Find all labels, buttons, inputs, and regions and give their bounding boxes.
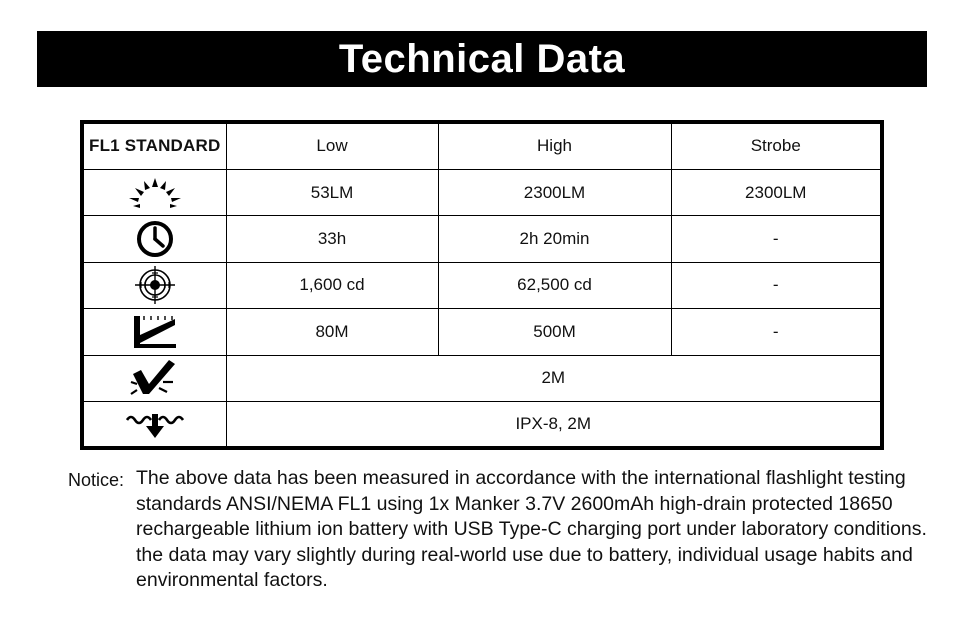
table-row <box>82 216 882 262</box>
table-header-row <box>82 122 882 169</box>
table-row <box>82 262 882 308</box>
cell-low: 80M <box>226 309 438 355</box>
notice-block <box>68 466 928 594</box>
impact-resistance-icon <box>82 355 226 401</box>
header-mode-high: High <box>438 122 671 169</box>
notice-label: Notice: <box>68 470 125 490</box>
header-mode-low: Low <box>226 122 438 169</box>
page-title: Technical Data <box>338 36 626 81</box>
water-resistance-icon <box>82 402 226 448</box>
header-mode-strobe: Strobe <box>671 122 882 169</box>
cell-impact: 2M <box>226 355 882 401</box>
cell-strobe: - <box>671 309 882 355</box>
target-intensity-icon <box>82 262 226 308</box>
cell-high: 2300LM <box>438 169 671 215</box>
cell-strobe: 2300LM <box>671 169 882 215</box>
cell-strobe: - <box>671 262 882 308</box>
header-standard: FL1 STANDARD <box>82 122 226 169</box>
table-row <box>82 169 882 215</box>
table-row <box>82 309 882 355</box>
beam-distance-icon <box>82 309 226 355</box>
clock-runtime-icon <box>82 216 226 262</box>
table-row <box>82 355 882 401</box>
table-row <box>82 402 882 448</box>
notice-text: The above data has been measured in accordance with the international flashlight testing standards ANSI/NEMA FL1 using 1x Manker 3.7V 2600mAh high-drain protected 18650 rechargeable lithium ion battery with USB Type-C charging port under laboratory conditions. the data may vary slightly during real-world use due to battery, individual usage habits and environmental factors. <box>136 467 927 591</box>
cell-high: 62,500 cd <box>438 262 671 308</box>
title-bar <box>37 31 927 87</box>
cell-low: 1,600 cd <box>226 262 438 308</box>
cell-high: 500M <box>438 309 671 355</box>
cell-low: 33h <box>226 216 438 262</box>
sun-output-icon <box>82 169 226 215</box>
cell-low: 53LM <box>226 169 438 215</box>
cell-strobe: - <box>671 216 882 262</box>
cell-water: IPX-8, 2M <box>226 402 882 448</box>
spec-table <box>80 120 884 450</box>
cell-high: 2h 20min <box>438 216 671 262</box>
